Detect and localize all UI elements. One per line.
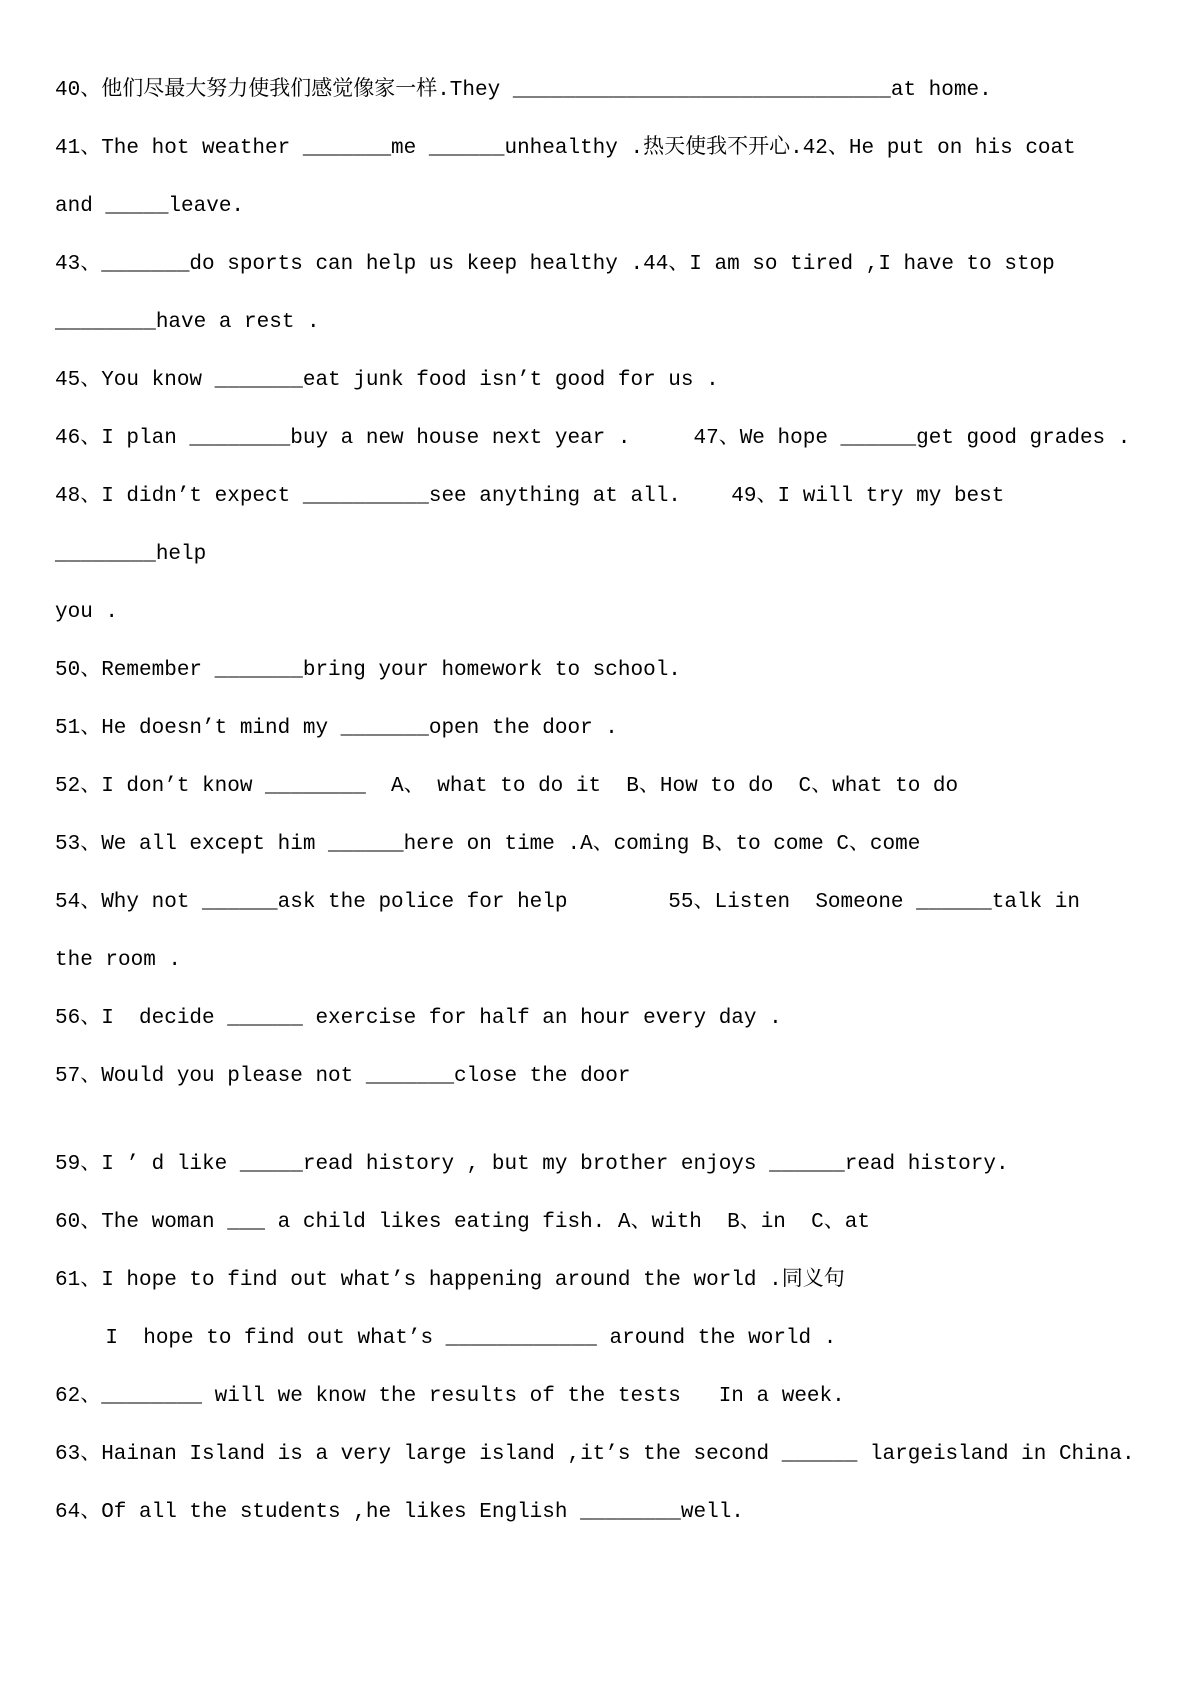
question-line-64: 64、Of all the students ,he likes English ________well. xyxy=(55,1501,744,1524)
question-line-53: 53、We all except him ______here on time .A、coming B、to come C、come xyxy=(55,833,921,856)
question-line-63: 63、Hainan Island is a very large island ,it’s the second ______ largeisland in China. xyxy=(55,1443,1135,1466)
question-line-57: 57、Would you please not _______close the door xyxy=(55,1065,631,1088)
question-line-61-rewrite: I hope to find out what’s ____________ around the world . xyxy=(55,1327,837,1350)
question-line-48-49: 48、I didn’t expect __________see anything at all. 49、I will try my best ________help xyxy=(55,485,1017,566)
question-line-55-continued: the room . xyxy=(55,949,182,972)
question-line-60: 60、The woman ___ a child likes eating fish. A、with B、in C、at xyxy=(55,1211,870,1234)
question-line-45: 45、You know _______eat junk food isn’t good for us . xyxy=(55,369,719,392)
question-line-54-55: 54、Why not ______ask the police for help 55、Listen Someone ______talk in xyxy=(55,891,1080,914)
question-line-42-continued: and _____leave. xyxy=(55,195,245,218)
question-line-59: 59、I ’ d like _____read history , but my brother enjoys ______read history. xyxy=(55,1153,1009,1176)
question-line-40: 40、他们尽最大努力使我们感觉像家一样.They ______________________________at home. xyxy=(55,79,992,102)
question-line-41-42: 41、The hot weather _______me ______unhealthy .热天使我不开心.42、He put on his coat xyxy=(55,137,1076,160)
question-line-52: 52、I don’t know ________ A、 what to do it B、How to do C、what to do xyxy=(55,775,959,798)
question-line-61: 61、I hope to find out what’s happening around the world .同义句 xyxy=(55,1269,845,1292)
question-line-62: 62、________ will we know the results of the tests In a week. xyxy=(55,1385,845,1408)
question-line-43-44: 43、_______do sports can help us keep healthy .44、I am so tired ,I have to stop xyxy=(55,253,1055,276)
question-line-46-47: 46、I plan ________buy a new house next year . 47、We hope ______get good grades . xyxy=(55,427,1131,450)
question-line-44-continued: ________have a rest . xyxy=(55,311,320,334)
question-line-50: 50、Remember _______bring your homework to school. xyxy=(55,659,681,682)
question-line-49-continued: you . xyxy=(55,601,119,624)
question-line-56: 56、I decide ______ exercise for half an hour every day . xyxy=(55,1007,782,1030)
question-line-51: 51、He doesn’t mind my _______open the door . xyxy=(55,717,618,740)
